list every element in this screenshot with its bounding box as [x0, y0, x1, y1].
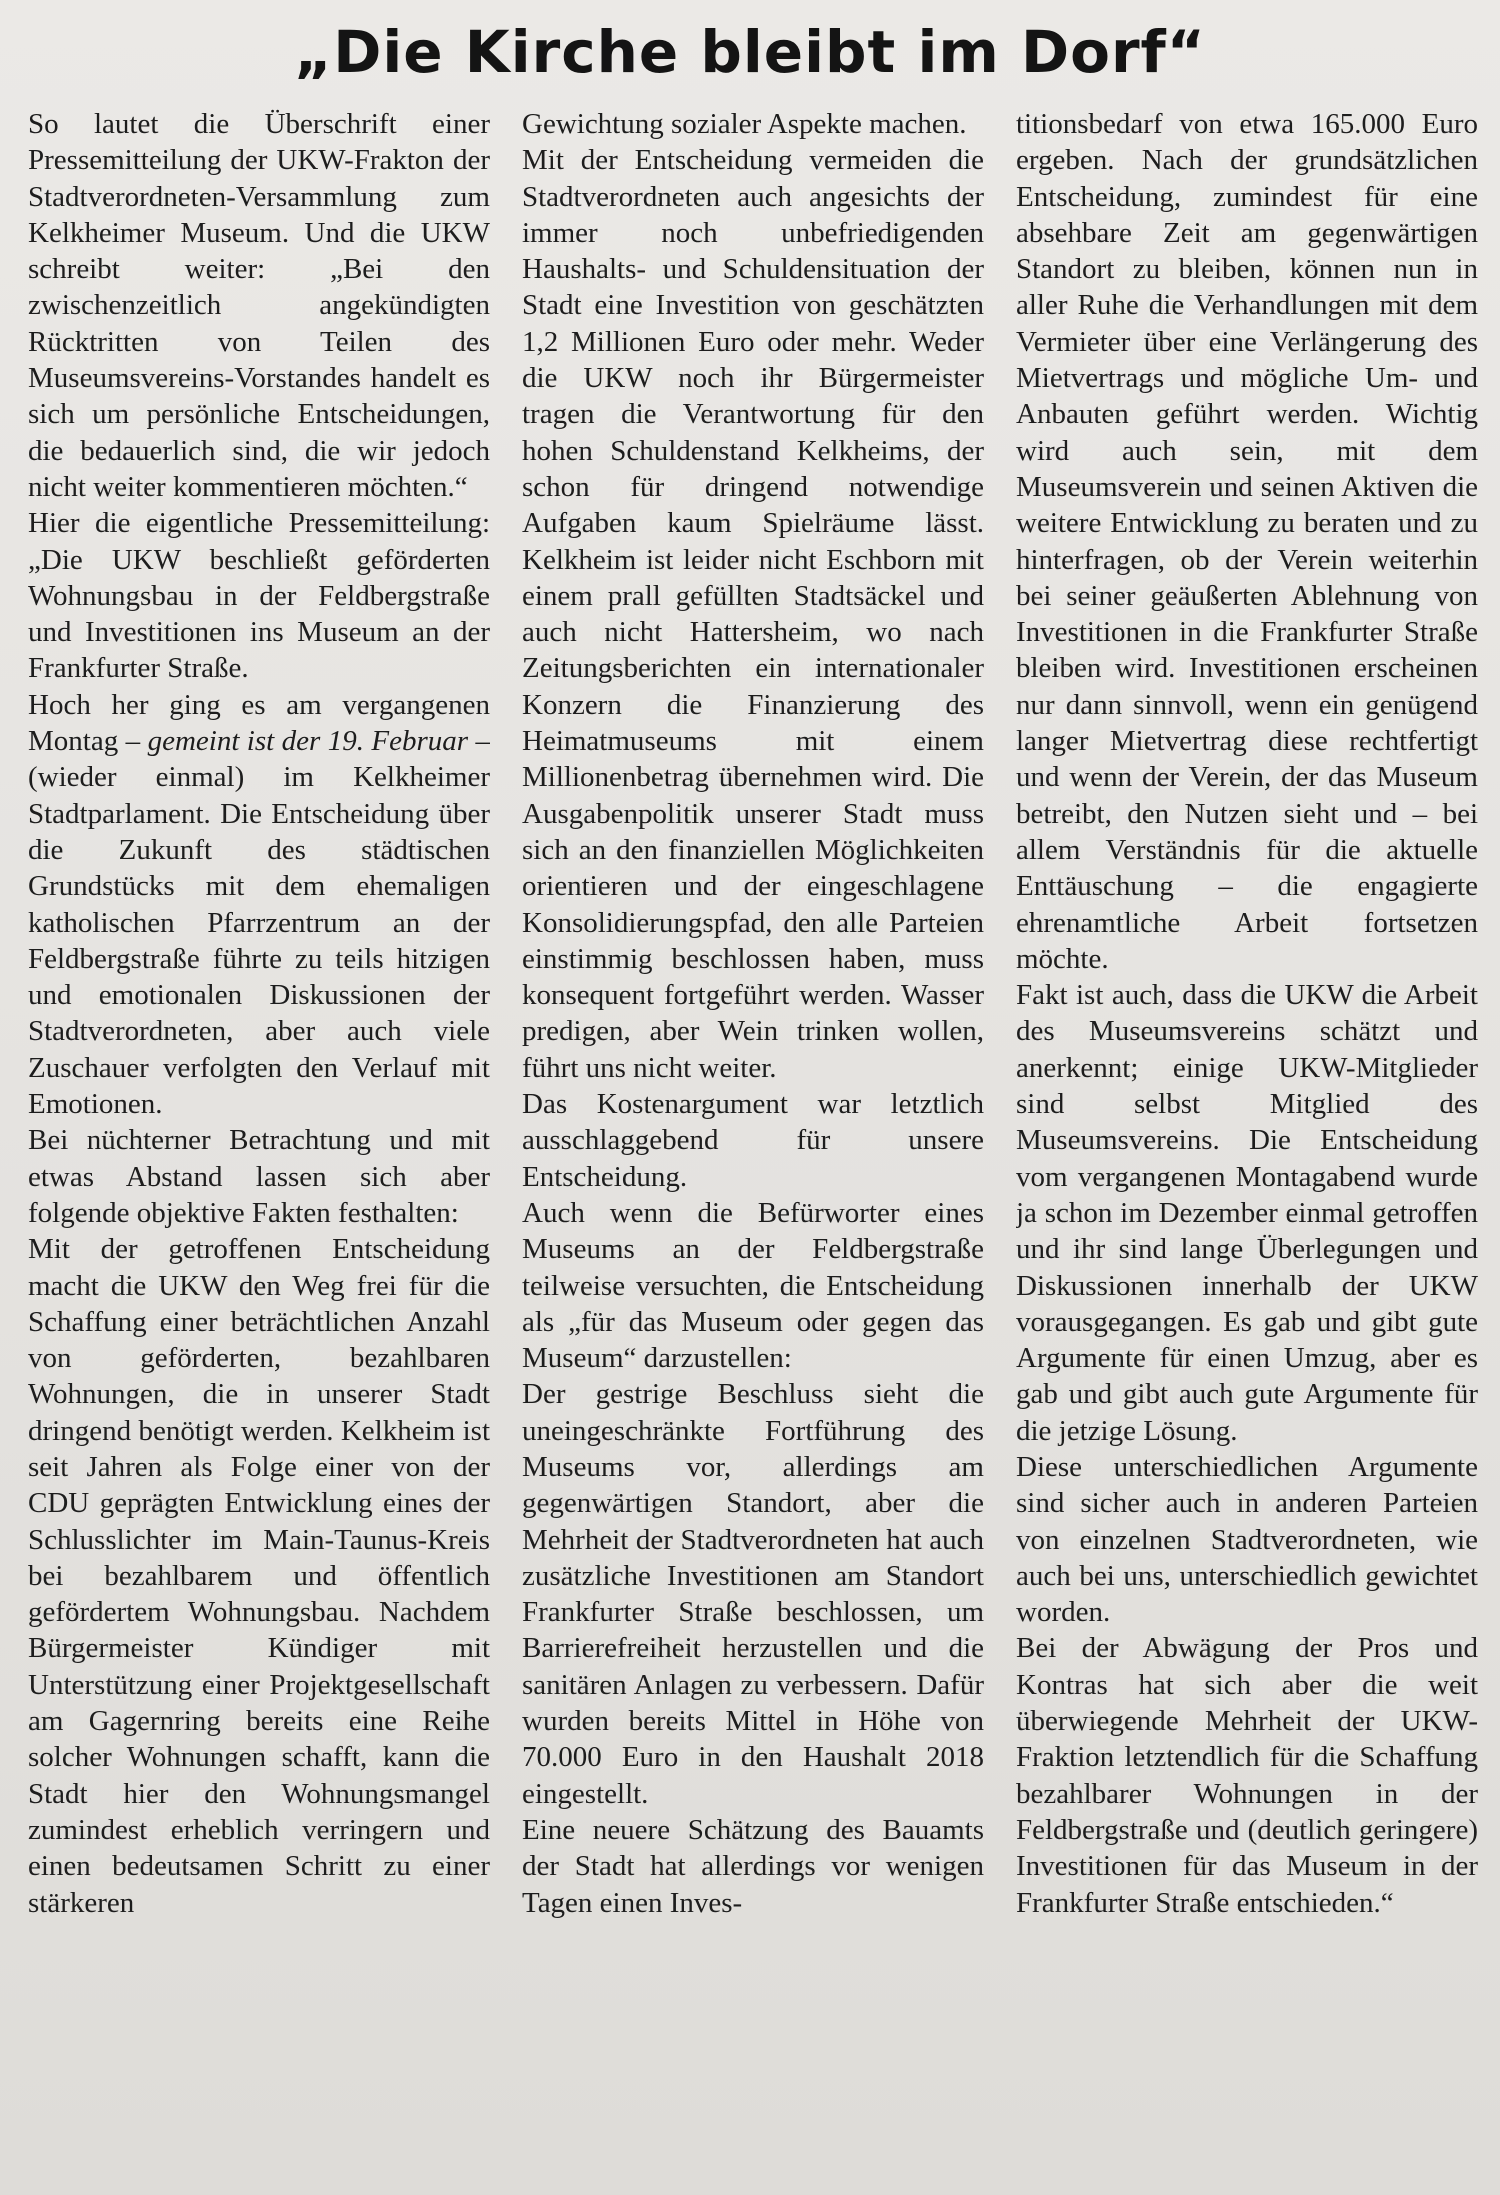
paragraph: So lautet die Überschrift einer Pressemitteilung der UKW-Frakton der Stadtverordneten-Versammlung zum Kelkheimer Museum. Und die UKW schreibt weiter: „Bei den zwischenzeitlich angekündigten Rücktritten von Teilen des Museumsvereins-Vorstandes handelt es sich um persönliche Entscheidungen, die bedauerlich sind, die wir jedoch nicht weiter kommentieren möchten.“ — [28, 108, 490, 503]
paragraph: Der gestrige Beschluss sieht die uneingeschränkte Fortführung des Museums vor, allerdings am gegenwärtigen Standort, aber die Mehrheit der Stadtverordneten hat auch zusätzliche Investitionen am Standort Frankfurter Straße beschlossen, um Barrierefreiheit herzustellen und die sanitären Anlagen zu verbessern. Dafür wurden bereits Mittel in Höhe von 70.000 Euro in den Haushalt 2018 eingestellt. — [522, 1378, 984, 1810]
paragraph: Diese unterschiedlichen Argumente sind sicher auch in anderen Parteien von einzelnen Stadtverordneten, wie auch bei uns, unterschiedlich gewichtet worden. — [1016, 1450, 1478, 1629]
paragraph: titionsbedarf von etwa 165.000 Euro ergeben. Nach der grundsätzlichen Entscheidung, zumindest für eine absehbare Zeit am gegenwärtigen Standort zu bleiben, können nun in aller Ruhe die Verhandlungen mit dem Vermieter über eine Verlängerung des Mietvertrags und mögliche Um- und Anbauten geführt werden. Wichtig wird auch sein, mit dem Museumsverein und seinen Aktiven die weitere Entwicklung zu beraten und zu hinterfragen, ob der Verein weiterhin bei seiner geäußerten Ablehnung von Investitionen in die Frankfurter Straße bleiben wird. Investitionen erscheinen nur dann sinnvoll, wenn ein genügend langer Mietvertrag diese rechtfertigt und wenn der Verein, der das Museum betreibt, den Nutzen sieht und – bei allem Verständnis für die aktuelle Enttäuschung – die engagierte ehrenamtliche Arbeit fortsetzen möchte. — [1016, 108, 1478, 975]
paragraph — [28, 687, 490, 1123]
article-column-3 — [1016, 106, 1478, 2186]
paragraph: Hier die eigentliche Pressemitteilung: „Die UKW beschließt geförderten Wohnungsbau in der Feldbergstraße und Investitionen ins Museum an der Frankfurter Straße. — [28, 507, 490, 685]
italic-insertion: gemeint ist der 19. Februar — [147, 725, 469, 758]
paragraph: Eine neuere Schätzung des Bauamts der Stadt hat allerdings vor wenigen Tagen einen Inves- — [522, 1813, 984, 1919]
article-column-1 — [28, 106, 490, 2186]
paragraph: Fakt ist auch, dass die UKW die Arbeit des Museumsvereins schätzt und anerkennt; einige UKW-Mitglieder sind selbst Mitglied des Museumsvereins. Die Entscheidung vom vergangenen Montagabend wurde ja schon im Dezember einmal getroffen und ihr sind lange Überlegungen und Diskussionen innerhalb der UKW vorausgegangen. Es gab und gibt gute Argumente für einen Umzug, aber es gab und gibt auch gute Argumente für die jetzige Lösung. — [1016, 979, 1478, 1447]
paragraph-text: – (wieder einmal) im Kelkheimer Stadtparlament. Die Entscheidung über die Zukunft des städtischen Grundstücks mit dem ehemaligen katholischen Pfarrzentrum an der Feldbergstraße führte zu teils hitzigen und emotionalen Diskussionen der Stadtverordneten, aber auch viele Zuschauer verfolgten den Verlauf mit Emotionen. — [28, 725, 490, 1121]
paragraph: Auch wenn die Befürworter eines Museums an der Feldbergstraße teilweise versuchten, die Entscheidung als „für das Museum oder gegen das Museum“ darzustellen: — [522, 1196, 984, 1375]
paragraph: Gewichtung sozialer Aspekte machen. — [522, 108, 967, 140]
paragraph: Mit der Entscheidung vermeiden die Stadtverordneten auch angesichts der immer noch unbefriedigenden Haushalts- und Schuldensituation der Stadt eine Investition von geschätzten 1,2 Millionen Euro oder mehr. Weder die UKW noch ihr Bürgermeister tragen die Verantwortung für den hohen Schuldenstand Kelkheims, der schon für dringend notwendige Aufgaben kaum Spielräume lässt. Kelkheim ist leider nicht Eschborn mit einem prall gefüllten Stadtsäckel und auch nicht Hattersheim, wo nach Zeitungsberichten ein internationaler Konzern die Finanzierung des Heimatmuseums mit einem Millionenbetrag übernehmen wird. Die Ausgabenpolitik unserer Stadt muss sich an den finanziellen Möglichkeiten orientieren und der eingeschlagene Konsolidierungspfad, den alle Parteien einstimmig beschlossen haben, muss konsequent fortgeführt werden. Wasser predigen, aber Wein trinken wollen, führt uns nicht weiter. — [522, 144, 984, 1084]
article-body — [28, 106, 1478, 2186]
article-headline: „Die Kirche bleibt im Dorf“ — [294, 18, 1206, 86]
paragraph-text: Hoch her ging es am vergangenen Montag – — [28, 688, 490, 758]
paragraph: Das Kostenargument war letztlich ausschlaggebend für unsere Entscheidung. — [522, 1088, 984, 1193]
article-column-2 — [522, 106, 984, 2186]
paragraph: Bei der Abwägung der Pros und Kontras hat sich aber die weit überwiegende Mehrheit der UKW-Fraktion letztendlich für die Schaffung bezahlbarer Wohnungen in der Feldbergstraße und (deutlich geringere) Investitionen für das Museum in der Frankfurter Straße entschieden.“ — [1016, 1632, 1478, 1919]
paragraph: Bei nüchterner Betrachtung und mit etwas Abstand lassen sich aber folgende objektive Fakten festhalten: — [28, 1124, 490, 1229]
paragraph: Mit der getroffenen Entscheidung macht die UKW den Weg frei für die Schaffung einer beträchtlichen Anzahl von geförderten, bezahlbaren Wohnungen, die in unserer Stadt dringend benötigt werden. Kelkheim ist seit Jahren als Folge einer von der CDU geprägten Entwicklung eines der Schlusslichter im Main-Taunus-Kreis bei bezahlbarem und öffentlich gefördertem Wohnungsbau. Nachdem Bürgermeister Kündiger mit Unterstützung einer Projektgesellschaft am Gagernring bereits eine Reihe solcher Wohnungen schafft, kann die Stadt hier den Wohnungsmangel zumindest erheblich verringern und einen bedeutsamen Schritt zu einer stärkeren — [28, 1233, 490, 1919]
